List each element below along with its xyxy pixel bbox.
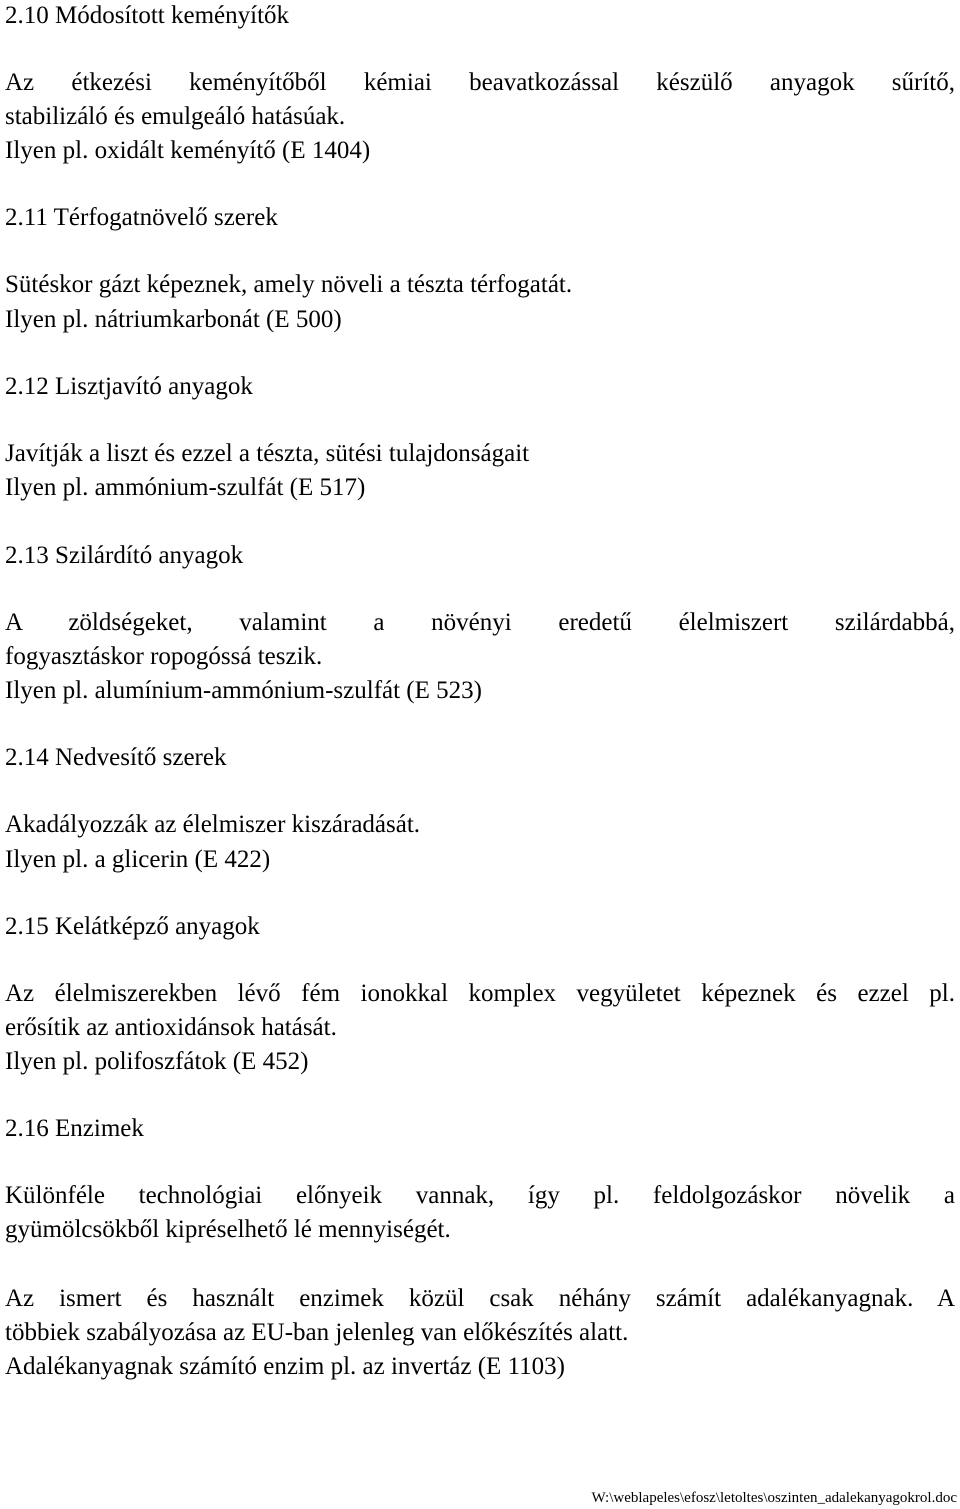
paragraph-line: Különféle technológiai előnyeik vannak, így pl. feldolgozáskor növelik a	[5, 1182, 955, 1209]
paragraph-line: többiek szabályozása az EU-ban jelenleg van előkészítés alatt.	[5, 1319, 629, 1346]
section-heading-2-16: 2.16 Enzimek	[5, 1115, 144, 1142]
paragraph-line: Ilyen pl. alumínium-ammónium-szulfát (E 523)	[5, 677, 482, 704]
section-heading-2-13: 2.13 Szilárdító anyagok	[5, 542, 244, 569]
paragraph-line: Akadályozzák az élelmiszer kiszáradását.	[5, 811, 421, 838]
paragraph-line: Ilyen pl. a glicerin (E 422)	[5, 846, 271, 873]
paragraph-line: Ilyen pl. nátriumkarbonát (E 500)	[5, 306, 342, 333]
section-heading-2-12: 2.12 Lisztjavító anyagok	[5, 373, 253, 400]
paragraph-line: stabilizáló és emulgeáló hatásúak.	[5, 103, 346, 130]
paragraph-line: Sütéskor gázt képeznek, amely növeli a tészta térfogatát.	[5, 271, 573, 298]
paragraph-line: Az élelmiszerekben lévő fém ionokkal komplex vegyületet képeznek és ezzel pl.	[5, 980, 955, 1007]
paragraph-line: Az ismert és használt enzimek közül csak néhány számít adalékanyagnak. A	[5, 1285, 955, 1312]
paragraph-line: Javítják a liszt és ezzel a tészta, sütési tulajdonságait	[5, 440, 530, 467]
footer-file-path: W:\weblapeles\efosz\letoltes\oszinten_adalekanyagokrol.doc	[591, 1490, 957, 1506]
paragraph-line: Ilyen pl. ammónium-szulfát (E 517)	[5, 474, 366, 501]
paragraph-line: A zöldségeket, valamint a növényi eredetű élelmiszert szilárdabbá,	[5, 609, 955, 636]
paragraph-line: Az étkezési keményítőből kémiai beavatkozással készülő anyagok sűrítő,	[5, 69, 955, 96]
paragraph-line: Ilyen pl. polifoszfátok (E 452)	[5, 1048, 309, 1075]
section-heading-2-10: 2.10 Módosított keményítők	[5, 2, 290, 29]
section-heading-2-14: 2.14 Nedvesítő szerek	[5, 744, 227, 771]
paragraph-line: Ilyen pl. oxidált keményítő (E 1404)	[5, 137, 371, 164]
paragraph-line: erősítik az antioxidánsok hatását.	[5, 1014, 337, 1041]
paragraph-line: gyümölcsökből kipréselhető lé mennyiségét.	[5, 1216, 451, 1243]
paragraph-line: fogyasztáskor ropogóssá teszik.	[5, 643, 323, 670]
section-heading-2-15: 2.15 Kelátképző anyagok	[5, 913, 260, 940]
paragraph-line: Adalékanyagnak számító enzim pl. az invertáz (E 1103)	[5, 1353, 565, 1380]
section-heading-2-11: 2.11 Térfogatnövelő szerek	[5, 204, 278, 231]
